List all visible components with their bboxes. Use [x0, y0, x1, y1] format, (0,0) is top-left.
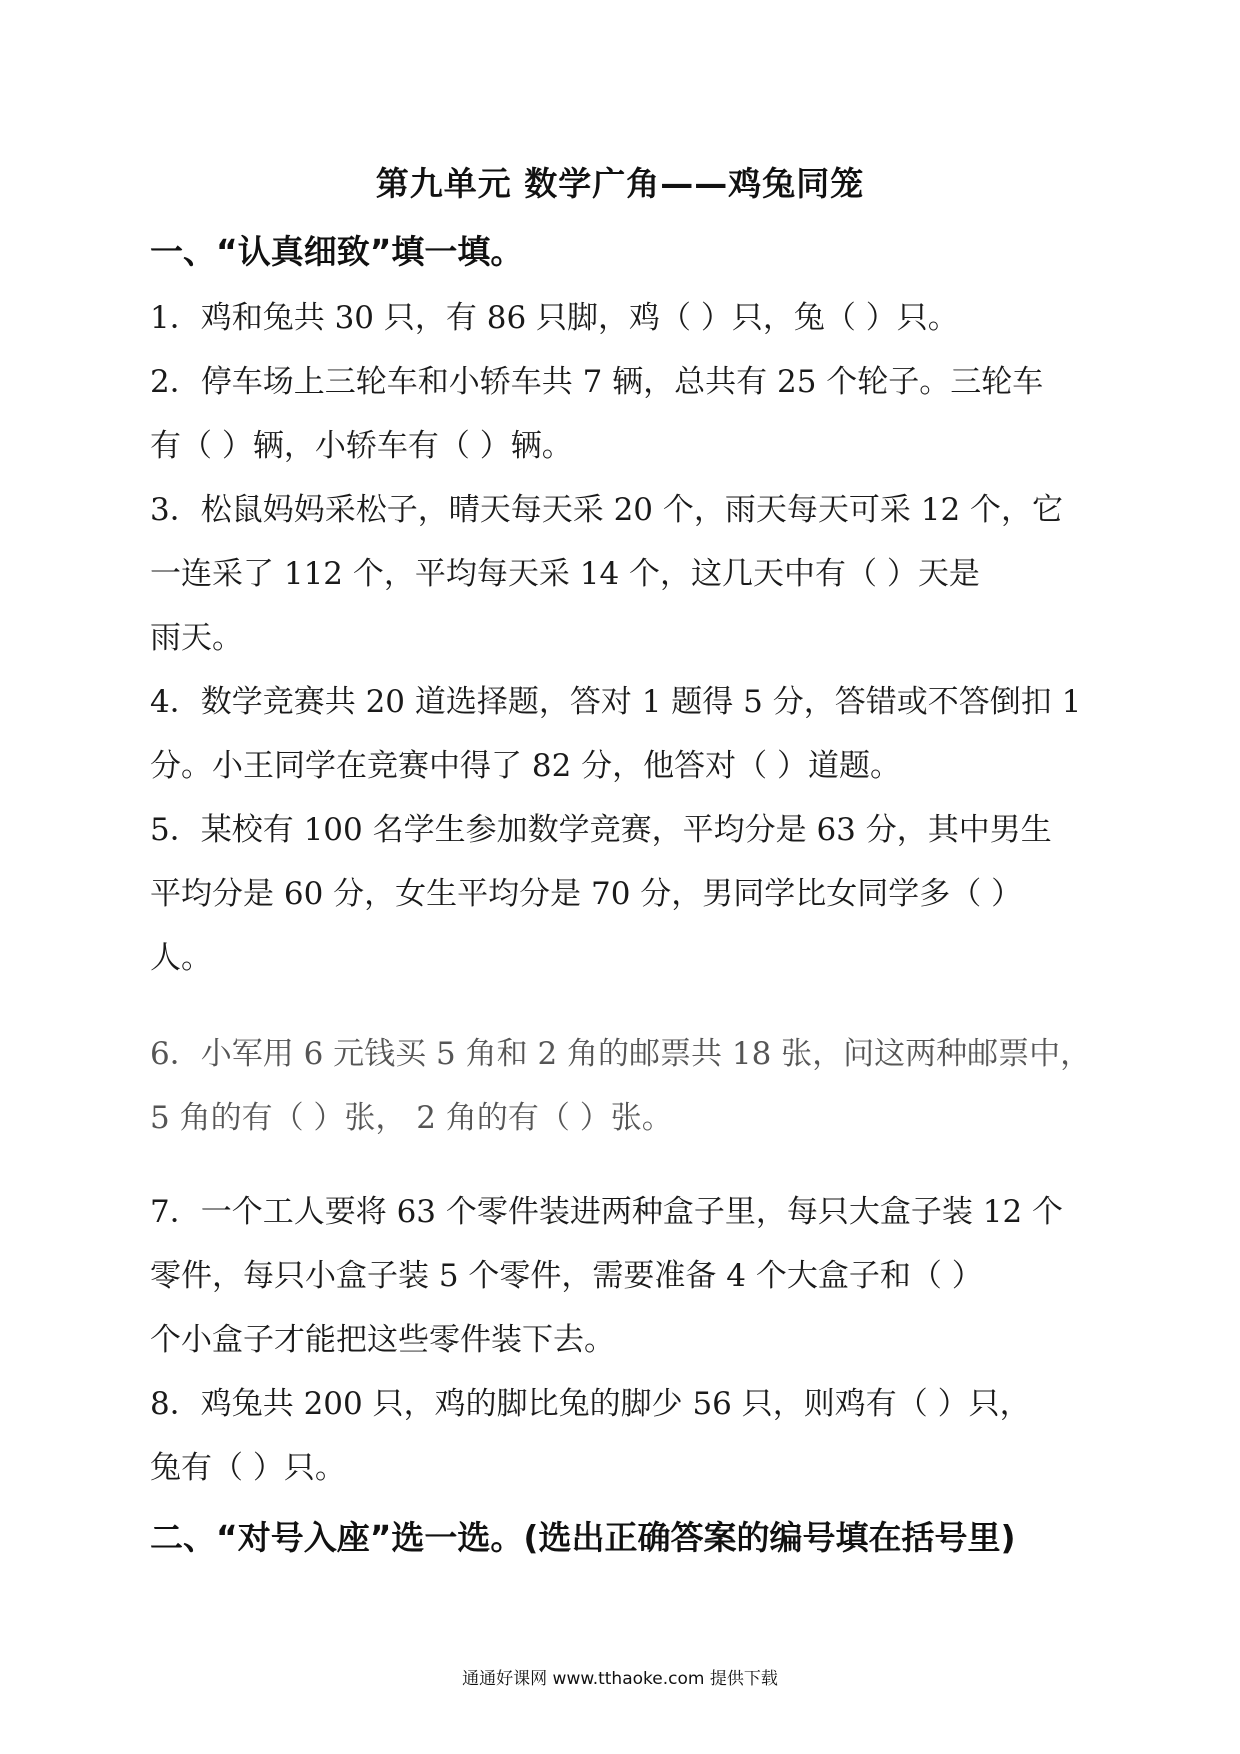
question-8-line-2: 兔有（ ）只。: [150, 1450, 346, 1486]
question-4-line-1: 4．数学竞赛共 20 道选择题，答对 1 题得 5 分，答错或不答倒扣 1: [150, 684, 1082, 720]
section-heading-multiple-choice: 二、“对号入座”选一选。(选出正确答案的编号填在括号里): [150, 1518, 1016, 1557]
question-5-line-1: 5．某校有 100 名学生参加数学竞赛，平均分是 63 分，其中男生: [150, 812, 1052, 848]
question-7-line-3: 个小盒子才能把这些零件装下去。: [150, 1322, 615, 1358]
question-7-line-2: 零件，每只小盒子装 5 个零件，需要准备 4 个大盒子和（ ）: [150, 1258, 983, 1294]
question-3-line-3: 雨天。: [150, 620, 243, 656]
question-5-line-2: 平均分是 60 分，女生平均分是 70 分，男同学比女同学多（ ）: [150, 876, 1023, 912]
question-3-line-2: 一连采了 112 个，平均每天采 14 个，这几天中有（ ）天是: [150, 556, 980, 592]
question-4-line-2: 分。小王同学在竞赛中得了 82 分，他答对（ ）道题。: [150, 748, 902, 784]
section-heading-fill-in: 一、“认真细致”填一填。: [150, 232, 524, 271]
question-1-line-1: 1．鸡和兔共 30 只，有 86 只脚，鸡（ ）只，兔（ ）只。: [150, 300, 959, 336]
question-6-line-1: 6．小军用 6 元钱买 5 角和 2 角的邮票共 18 张，问这两种邮票中，: [150, 1036, 1092, 1072]
page-title: 第九单元 数学广角——鸡兔同笼: [375, 164, 865, 203]
question-3-line-1: 3．松鼠妈妈采松子，晴天每天采 20 个，雨天每天可采 12 个，它: [150, 492, 1064, 528]
page-footer: 通通好课网 www.tthaoke.com 提供下载: [462, 1669, 778, 1689]
question-8-line-1: 8．鸡兔共 200 只，鸡的脚比兔的脚少 56 只，则鸡有（ ）只，: [150, 1386, 1031, 1422]
question-2-line-2: 有（ ）辆，小轿车有（ ）辆。: [150, 428, 573, 464]
question-2-line-1: 2．停车场上三轮车和小轿车共 7 辆，总共有 25 个轮子。三轮车: [150, 364, 1044, 400]
question-6-line-2: 5 角的有（ ）张， 2 角的有（ ）张。: [150, 1100, 673, 1136]
question-7-line-1: 7．一个工人要将 63 个零件装进两种盒子里，每只大盒子装 12 个: [150, 1194, 1064, 1230]
question-5-line-3: 人。: [150, 940, 212, 976]
